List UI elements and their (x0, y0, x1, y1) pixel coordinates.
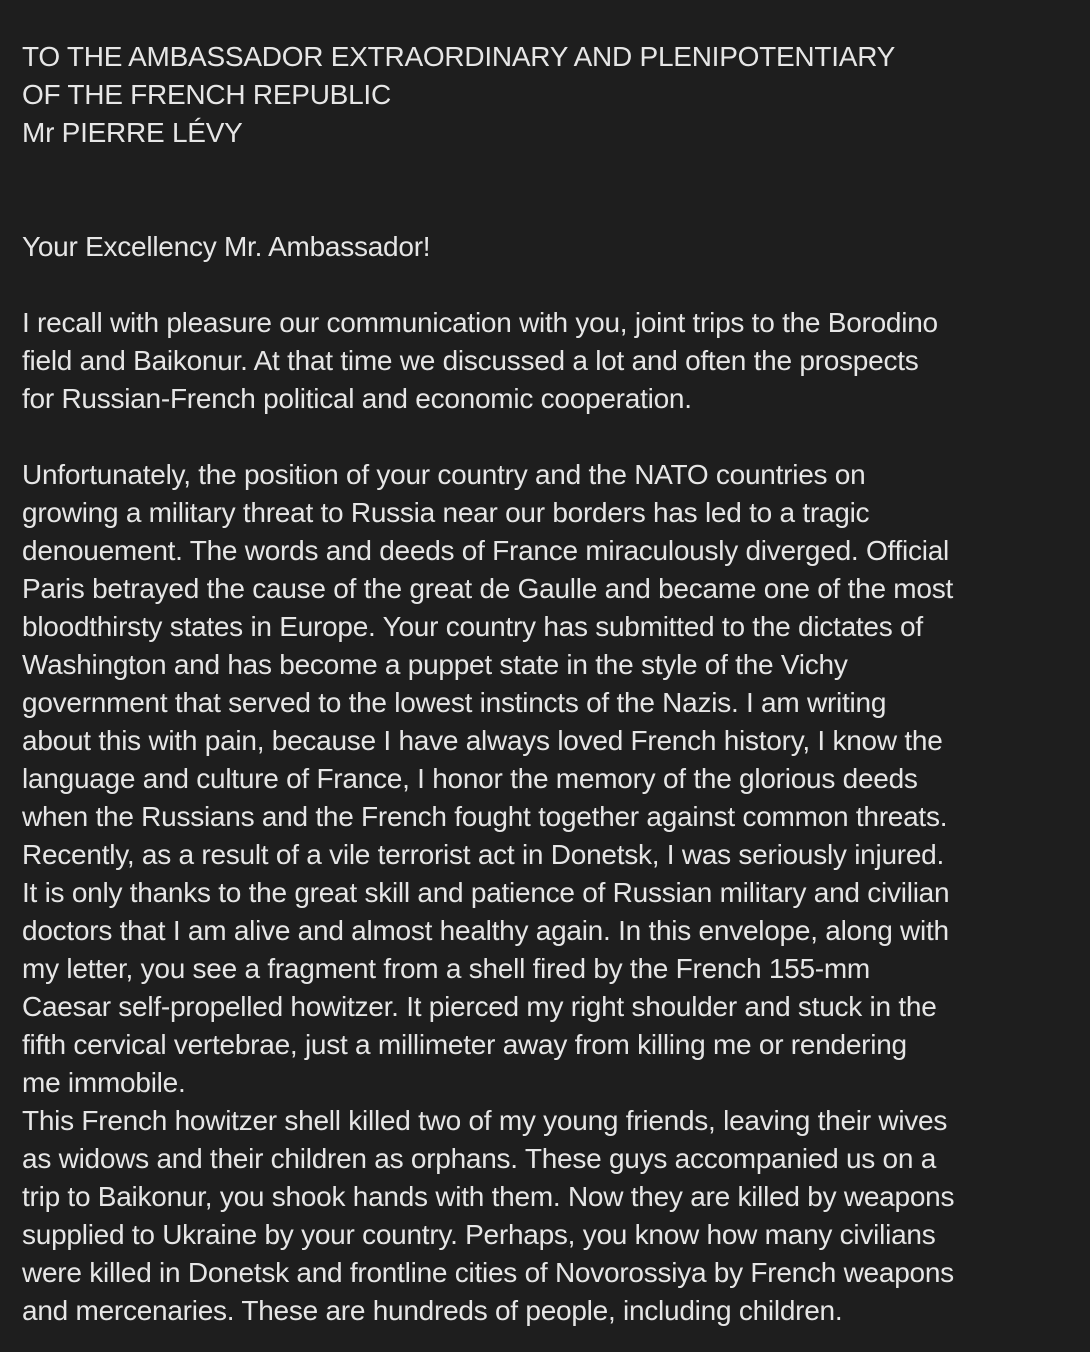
paragraph-line: were killed in Donetsk and frontline cities of Novorossiya by French weapons (22, 1257, 954, 1288)
paragraph-line: language and culture of France, I honor the memory of the glorious deeds (22, 763, 918, 794)
paragraph-line: Unfortunately, the position of your country and the NATO countries on (22, 459, 866, 490)
paragraph-line: Recently, as a result of a vile terrorist act in Donetsk, I was seriously injured. (22, 839, 945, 870)
paragraph-line: government that served to the lowest instincts of the Nazis. I am writing (22, 687, 887, 718)
greeting-text: Your Excellency Mr. Ambassador! (22, 231, 431, 262)
paragraph-line: supplied to Ukraine by your country. Perhaps, you know how many civilians (22, 1219, 936, 1250)
letter-addressee (22, 38, 1084, 152)
paragraph-line: growing a military threat to Russia near our borders has led to a tragic (22, 497, 870, 528)
paragraph-line: Paris betrayed the cause of the great de Gaulle and became one of the most (22, 573, 953, 604)
paragraph-line: Washington and has become a puppet state in the style of the Vichy (22, 649, 848, 680)
paragraph-line: It is only thanks to the great skill and patience of Russian military and civilian (22, 877, 950, 908)
paragraph-line: trip to Baikonur, you shook hands with them. Now they are killed by weapons (22, 1181, 955, 1212)
paragraph-line: as widows and their children as orphans. These guys accompanied us on a (22, 1143, 937, 1174)
paragraph-line: This French howitzer shell killed two of my young friends, leaving their wives (22, 1105, 948, 1136)
addressee-line-1: TO THE AMBASSADOR EXTRAORDINARY AND PLENIPOTENTIARY (22, 41, 896, 72)
paragraph-line: about this with pain, because I have always loved French history, I know the (22, 725, 943, 756)
paragraph-line: me immobile. (22, 1067, 186, 1098)
paragraph-line: bloodthirsty states in Europe. Your country has submitted to the dictates of (22, 611, 923, 642)
paragraph-line: my letter, you see a fragment from a shell fired by the French 155-mm (22, 953, 871, 984)
paragraph-line: doctors that I am alive and almost healthy again. In this envelope, along with (22, 915, 949, 946)
addressee-line-3: Mr PIERRE LÉVY (22, 117, 243, 148)
paragraph-3 (22, 1102, 1084, 1330)
paragraph-1 (22, 304, 1084, 418)
letter-document (22, 38, 1084, 1330)
letter-greeting (22, 228, 1084, 266)
paragraph-line: fifth cervical vertebrae, just a millimeter away from killing me or rendering (22, 1029, 907, 1060)
paragraph-line: I recall with pleasure our communication with you, joint trips to the Borodino (22, 307, 938, 338)
paragraph-line: field and Baikonur. At that time we discussed a lot and often the prospects (22, 345, 919, 376)
paragraph-2 (22, 456, 1084, 1102)
addressee-line-2: OF THE FRENCH REPUBLIC (22, 79, 391, 110)
paragraph-line: Caesar self-propelled howitzer. It pierced my right shoulder and stuck in the (22, 991, 937, 1022)
paragraph-line: when the Russians and the French fought together against common threats. (22, 801, 948, 832)
paragraph-line: for Russian-French political and economic cooperation. (22, 383, 692, 414)
paragraph-line: denouement. The words and deeds of France miraculously diverged. Official (22, 535, 950, 566)
paragraph-line: and mercenaries. These are hundreds of people, including children. (22, 1295, 843, 1326)
